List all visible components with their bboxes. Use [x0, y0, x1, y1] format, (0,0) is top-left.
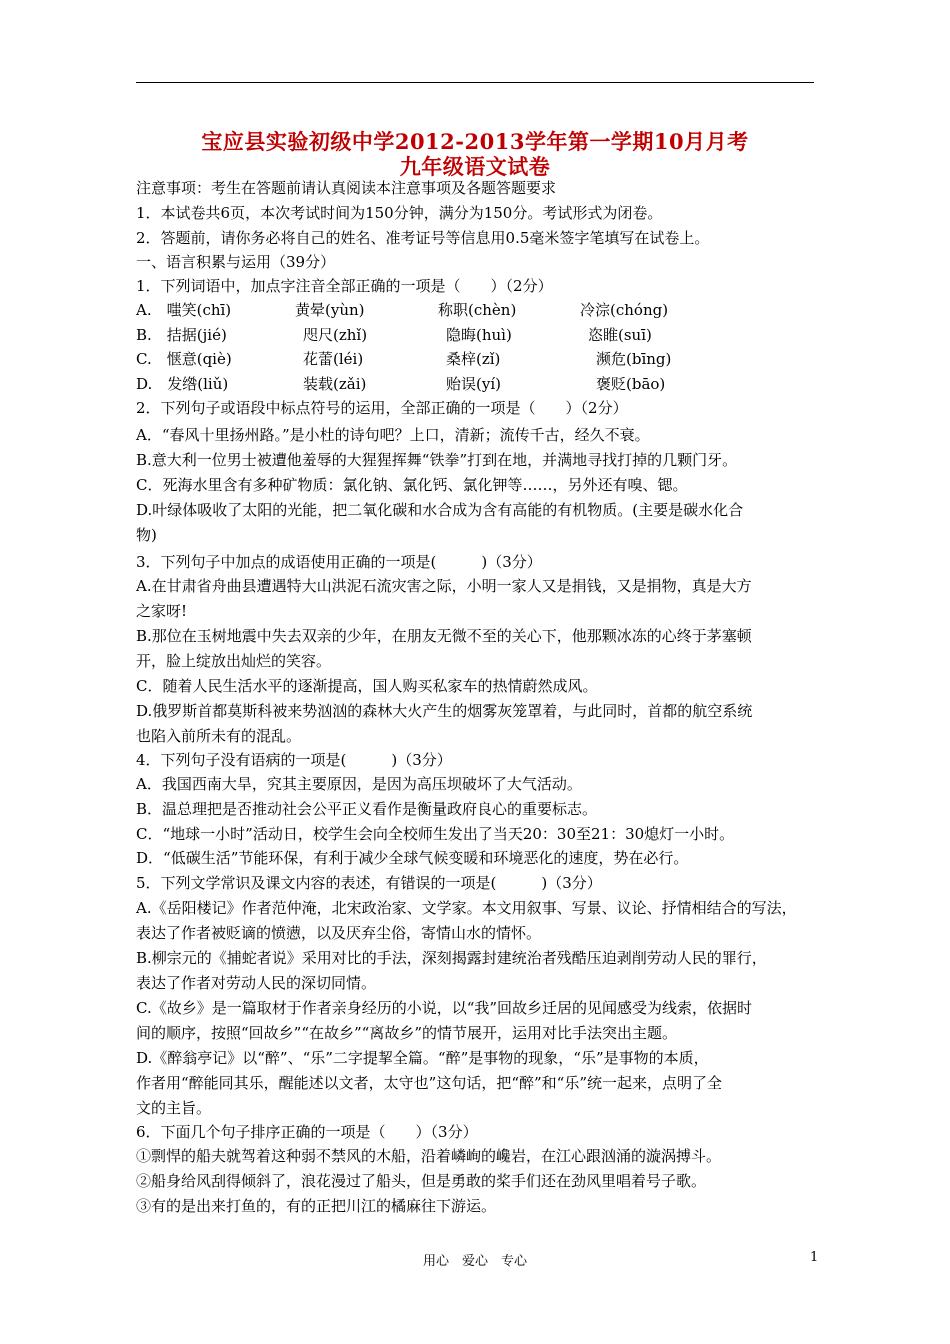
q3-option-b-cont: 开，脸上绽放出灿烂的笑容。: [136, 652, 332, 670]
q1-option-d-3: 贻误(yí): [446, 375, 501, 393]
q6-sentence-2: ②船身给风刮得倾斜了，浪花漫过了船头，但是勇敢的桨手们还在劲风里唱着号子歌。: [136, 1172, 707, 1190]
footer-slogan: 用心 爱心 专心: [422, 1254, 527, 1269]
q2-option-d-cont: 物): [136, 526, 157, 544]
question-6: 6．下面几个句子排序正确的一项是（ ）（3分）: [136, 1123, 478, 1141]
q3-option-d: D.俄罗斯首都莫斯科被来势汹汹的森林大火产生的烟雾灰笼罩着，与此同时，首都的航空系统: [136, 702, 753, 720]
exam-title-line1: 宝应县实验初级中学2012-2013学年第一学期10月月考: [201, 129, 749, 154]
q3-option-a: A.在甘肃省舟曲县遭遇特大山洪泥石流灾害之际，小明一家人又是捐钱，又是捐物，真是大方: [136, 577, 752, 595]
q4-option-a: A．我国西南大旱，究其主要原因，是因为高压坝破坏了大气活动。: [136, 775, 582, 793]
q2-option-d: D.叶绿体吸收了太阳的光能，把二氧化碳和水合成为含有高能的有机物质。(主要是碳水化合: [136, 501, 744, 519]
q2-option-a: A．“春风十里扬州路。”是小杜的诗句吧？上口，清新；流传千古，经久不衰。: [136, 426, 650, 444]
q1-option-c-1: C. 惬意(qiè): [136, 350, 232, 368]
q4-option-b: B．温总理把是否推动社会公平正义看作是衡量政府良心的重要标志。: [136, 800, 598, 818]
q1-option-c-2: 花蕾(léi): [303, 350, 364, 368]
q5-option-a-cont: 表达了作者被贬谪的愤懑，以及厌弃尘俗，寄情山水的情怀。: [136, 924, 542, 942]
question-3: 3．下列句子中加点的成语使用正确的一项是( )（3分）: [136, 553, 542, 571]
q5-option-d-cont: 作者用“醉能同其乐，醒能述以文者，太守也”这句话，把“醉”和“乐”统一起来，点明了全: [136, 1074, 723, 1092]
q3-option-d-cont: 也陷入前所未有的混乱。: [136, 727, 302, 745]
q5-option-b: B.柳宗元的《捕蛇者说》采用对比的手法，深刻揭露封建统治者残酷压迫剥削劳动人民的罪行，: [136, 949, 767, 967]
q1-option-b-1: B. 拮据(jié): [136, 326, 227, 344]
notice-item-2: 2．答题前，请你务必将自己的姓名、准考证号等信息用0.5毫米签字笔填写在试卷上。: [136, 229, 710, 247]
q1-option-a-2: 黄晕(yùn): [295, 301, 365, 319]
q1-option-b-4: 恣睢(suī): [588, 326, 652, 344]
q5-option-c: C.《故乡》是一篇取材于作者亲身经历的小说，以“我”回故乡迁居的见闻感受为线索，依据时: [136, 999, 753, 1017]
q6-sentence-3: ③有的是出来打鱼的，有的正把川江的橘麻往下游运。: [136, 1197, 497, 1215]
q1-option-d-1: D. 发绺(liǔ): [136, 375, 229, 393]
notice-item-1: 1．本试卷共6页，本次考试时间为150分钟，满分为150分。考试形式为闭卷。: [136, 204, 663, 222]
question-1: 1．下列词语中，加点字注音全部正确的一项是（ ）（2分）: [136, 277, 553, 295]
q1-option-a-4: 冷淙(chóng): [580, 301, 669, 319]
q5-option-d-cont2: 文的主旨。: [136, 1099, 212, 1117]
question-2: 2．下列句子或语段中标点符号的运用，全部正确的一项是（ ）（2分）: [136, 399, 628, 417]
notice-heading: 注意事项：考生在答题前请认真阅读本注意事项及各题答题要求: [136, 179, 557, 197]
q6-sentence-1: ①剽悍的船夫就驾着这种弱不禁风的木船，沿着嶙峋的巉岩，在江心跟汹涌的漩涡搏斗。: [136, 1147, 722, 1165]
q5-option-d: D.《醉翁亭记》以“醉”、“乐”二字提挈全篇。“醉”是事物的现象，“乐”是事物的本质，: [136, 1049, 709, 1067]
q3-option-c: C．随着人民生活水平的逐渐提高，国人购买私家车的热情蔚然成风。: [136, 677, 598, 695]
q1-option-b-3: 隐晦(huì): [446, 326, 512, 344]
header-rule: [136, 82, 814, 83]
question-5: 5．下列文学常识及课文内容的表述，有错误的一项是( )（3分）: [136, 874, 602, 892]
q1-option-c-3: 桑梓(zǐ): [446, 350, 501, 368]
q1-option-d-2: 装载(zǎi): [303, 375, 367, 393]
q1-option-a-1: A. 嗤笑(chī): [136, 301, 232, 319]
question-4: 4．下列句子没有语病的一项是( )（3分）: [136, 751, 452, 769]
q3-option-b: B.那位在玉树地震中失去双亲的少年，在朋友无微不至的关心下，他那颗冰冻的心终于茅塞顿: [136, 627, 752, 645]
exam-title-line2: 九年级语文试卷: [399, 154, 551, 179]
q5-option-a: A.《岳阳楼记》作者范仲淹，北宋政治家、文学家。本文用叙事、写景、议论、抒情相结合的写法，: [136, 899, 797, 917]
q5-option-b-cont: 表达了作者对劳动人民的深切同情。: [136, 974, 377, 992]
q1-option-c-4: 濒危(bīng): [596, 350, 672, 368]
section-heading: 一、语言积累与运用（39分）: [136, 253, 336, 271]
q2-option-c: C．死海水里含有多种矿物质：氯化钠、氯化钙、氯化钾等……，另外还有嗅、锶。: [136, 476, 688, 494]
page-number: 1: [810, 1250, 819, 1265]
q5-option-c-cont: 间的顺序，按照“回故乡”“在故乡”“离故乡”的情节展开，运用对比手法突出主题。: [136, 1024, 678, 1042]
q1-option-d-4: 褒贬(bāo): [596, 375, 666, 393]
q1-option-b-2: 咫尺(zhǐ): [303, 326, 368, 344]
q4-option-d: D．“低碳生活”节能环保，有利于减少全球气候变暖和环境恶化的速度，势在必行。: [136, 849, 689, 867]
q4-option-c: C．“地球一小时”活动日，校学生会向全校师生发出了当天20：30至21：30熄灯一小时。: [136, 825, 735, 843]
q2-option-b: B.意大利一位男士被遭他羞辱的大猩猩挥舞“铁拳”打到在地，并满地寻找打掉的几颗门牙。: [136, 451, 738, 469]
q1-option-a-3: 称职(chèn): [438, 301, 517, 319]
q3-option-a-cont: 之家呀!: [136, 602, 188, 620]
